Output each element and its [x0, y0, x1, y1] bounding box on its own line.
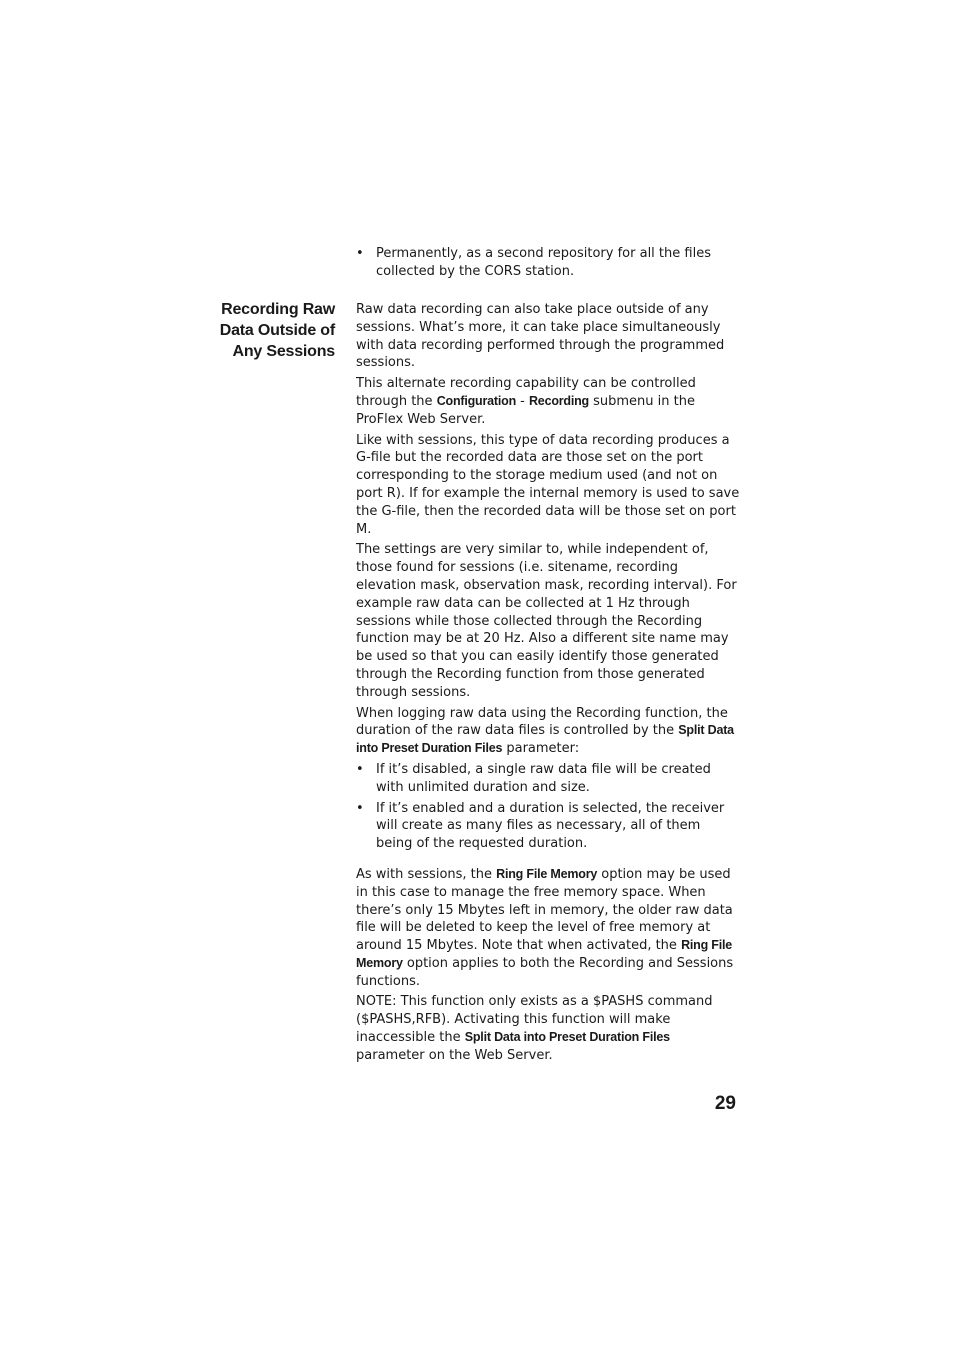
bullet-list: [356, 761, 740, 853]
paragraph: As with sessions, the Ring File Memory option may be used in this case to manage the free memory space. When there’s only 15 Mbytes left in memory, the older raw data file will be deleted to keep the level of free memory at around 15 Mbytes. Note that when activated, the Ring File Memory option applies to both the Recording and Sessions functions.: [356, 866, 734, 989]
option-reference: Ring File Memory: [356, 938, 733, 970]
menu-reference: Recording: [528, 393, 589, 408]
paragraph: Like with sessions, this type of data recording produces a G-file but the recorded data are those set on the port corresponding to the storage medium used (and not on port R). If for example the internal memory is used to save the G-file, then the recorded data will be those set on port M.: [356, 432, 740, 537]
paragraph: Raw data recording can also take place outside of any sessions. What’s more, it can take place simultaneously with data recording performed through the programmed sessions.: [356, 302, 725, 371]
page-number: 29: [714, 1093, 736, 1114]
section-body: [356, 301, 740, 1068]
parameter-reference: Split Data into Preset Duration Files: [464, 1030, 670, 1045]
note-paragraph: NOTE: This function only exists as a $PASHS command ($PASHS,RFB). Activating this function will make inaccessible the Split Data into Preset Duration Files parameter on the Web Server.: [356, 994, 713, 1063]
paragraph: When logging raw data using the Recording function, the duration of the raw data files is controlled by the Split Data into Preset Duration Files parameter:: [356, 705, 734, 757]
paragraph: This alternate recording capability can be controlled through the Configuration - Recording submenu in the ProFlex Web Server.: [356, 376, 696, 427]
list-item: • If it’s disabled, a single raw data file will be created with unlimited duration and size.: [356, 761, 740, 797]
paragraph: The settings are very similar to, while independent of, those found for sessions (i.e. sitename, recording elevation mask, observation mask, recording interval). For example raw data can be collected at 1 Hz through sessions while those collected through the Recording function may be at 20 Hz. Also a different site name may be used so that you can easily identify those generated through the Recording function from those generated through sessions.: [356, 542, 737, 700]
menu-reference: Configuration: [436, 393, 517, 408]
option-reference: Ring File Memory: [496, 866, 598, 881]
parameter-reference: Split Data into Preset Duration Files: [356, 723, 734, 756]
list-item: • If it’s enabled and a duration is selected, the receiver will create as many files as necessary, all of them being of the requested duration.: [356, 800, 740, 853]
list-item: • Permanently, as a second repository for all the files collected by the CORS station.: [356, 245, 740, 281]
section-heading: Recording Raw Data Outside of Any Sessions: [219, 301, 335, 360]
top-bullet-list: [356, 245, 740, 284]
